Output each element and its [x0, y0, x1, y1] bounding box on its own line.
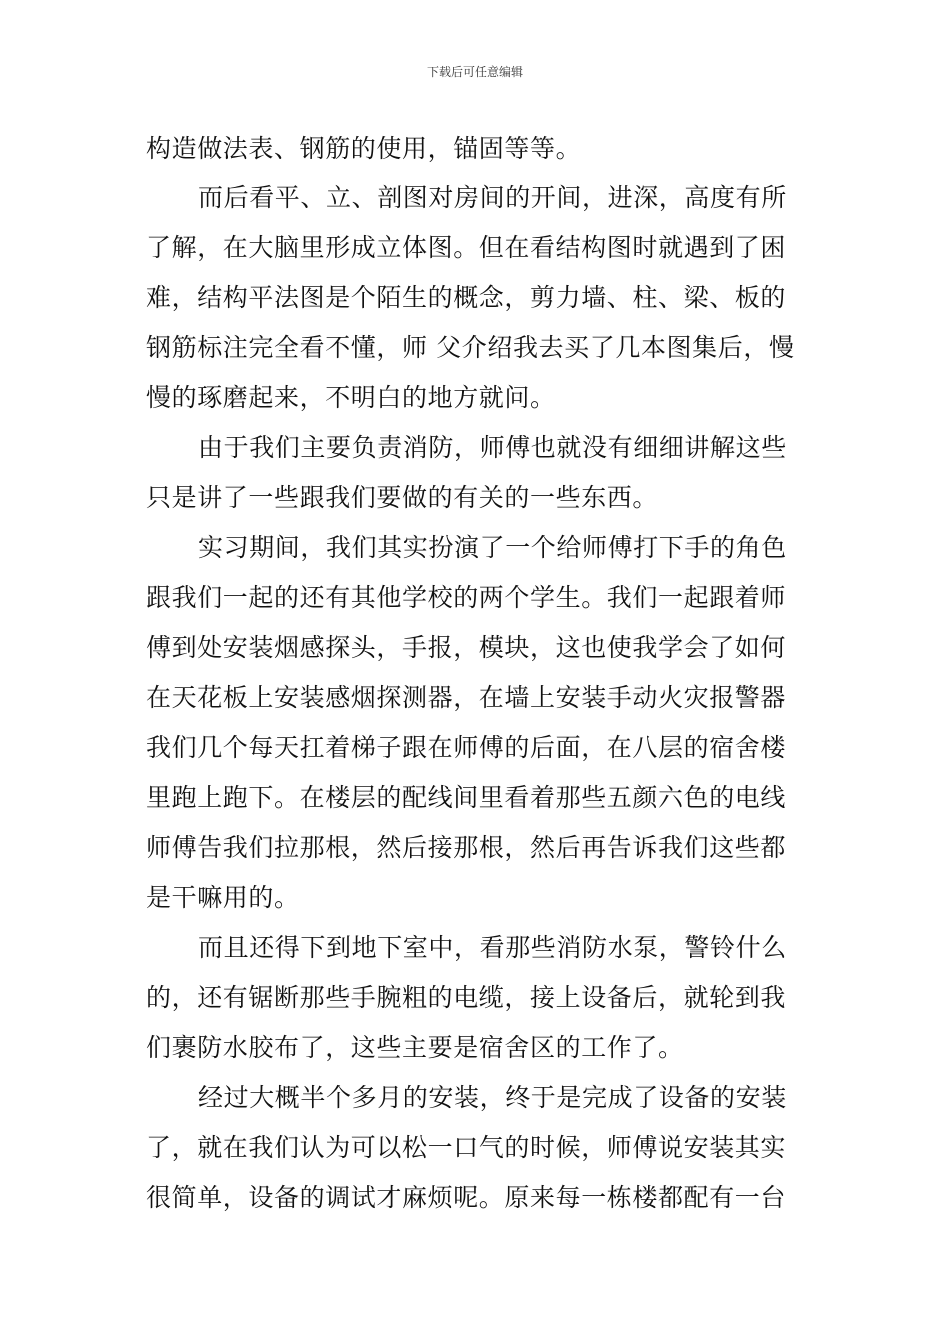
text-line: 们裹防水胶布了，这些主要是宿舍区的工作了。	[146, 1033, 684, 1062]
text-line: 了，就在我们认为可以松一口气的时候，师傅说安装其实	[146, 1133, 787, 1162]
text-line: 了解，在大脑里形成立体图。但在看结构图时就遇到了困	[146, 233, 787, 262]
text-line: 师傅告我们拉那根，然后接那根，然后再告诉我们这些都	[146, 833, 787, 862]
text-line: 傅到处安装烟感探头，手报，模块，这也使我学会了如何	[146, 633, 787, 662]
text-line: 是干嘛用的。	[146, 883, 300, 912]
paragraph-start-line: 而且还得下到地下室中，看那些消防水泵，警铃什么	[198, 933, 787, 962]
paragraph-start-line: 经过大概半个多月的安装，终于是完成了设备的安装	[198, 1083, 787, 1112]
text-line: 慢的琢磨起来，不明白的地方就问。	[146, 383, 556, 412]
text-line: 里跑上跑下。在楼层的配线间里看着那些五颜六色的电线	[146, 783, 787, 812]
paragraph-start-line: 而后看平、立、剖图对房间的开间，进深，高度有所	[198, 183, 787, 212]
text-line: 在天花板上安装感烟探测器，在墙上安装手动火灾报警器	[146, 683, 787, 712]
paragraph-start-line: 由于我们主要负责消防，师傅也就没有细细讲解这些	[198, 433, 787, 462]
paragraph-start-line: 实习期间，我们其实扮演了一个给师傅打下手的角色	[198, 533, 787, 562]
text-line: 我们几个每天扛着梯子跟在师傅的后面，在八层的宿舍楼	[146, 733, 787, 762]
text-line: 钢筋标注完全看不懂，师 父介绍我去买了几本图集后，慢	[146, 333, 795, 362]
text-line: 很简单，设备的调试才麻烦呢。原来每一栋楼都配有一台	[146, 1183, 787, 1212]
text-line: 跟我们一起的还有其他学校的两个学生。我们一起跟着师	[146, 583, 787, 612]
page-header: 下载后可任意编辑	[426, 65, 523, 79]
text-line: 难，结构平法图是个陌生的概念，剪力墙、柱、梁、板的	[146, 283, 787, 312]
text-line: 构造做法表、钢筋的使用，锚固等等。	[146, 134, 582, 163]
text-line: 的，还有锯断那些手腕粗的电缆，接上设备后，就轮到我	[146, 983, 787, 1012]
text-line: 只是讲了一些跟我们要做的有关的一些东西。	[146, 483, 659, 512]
